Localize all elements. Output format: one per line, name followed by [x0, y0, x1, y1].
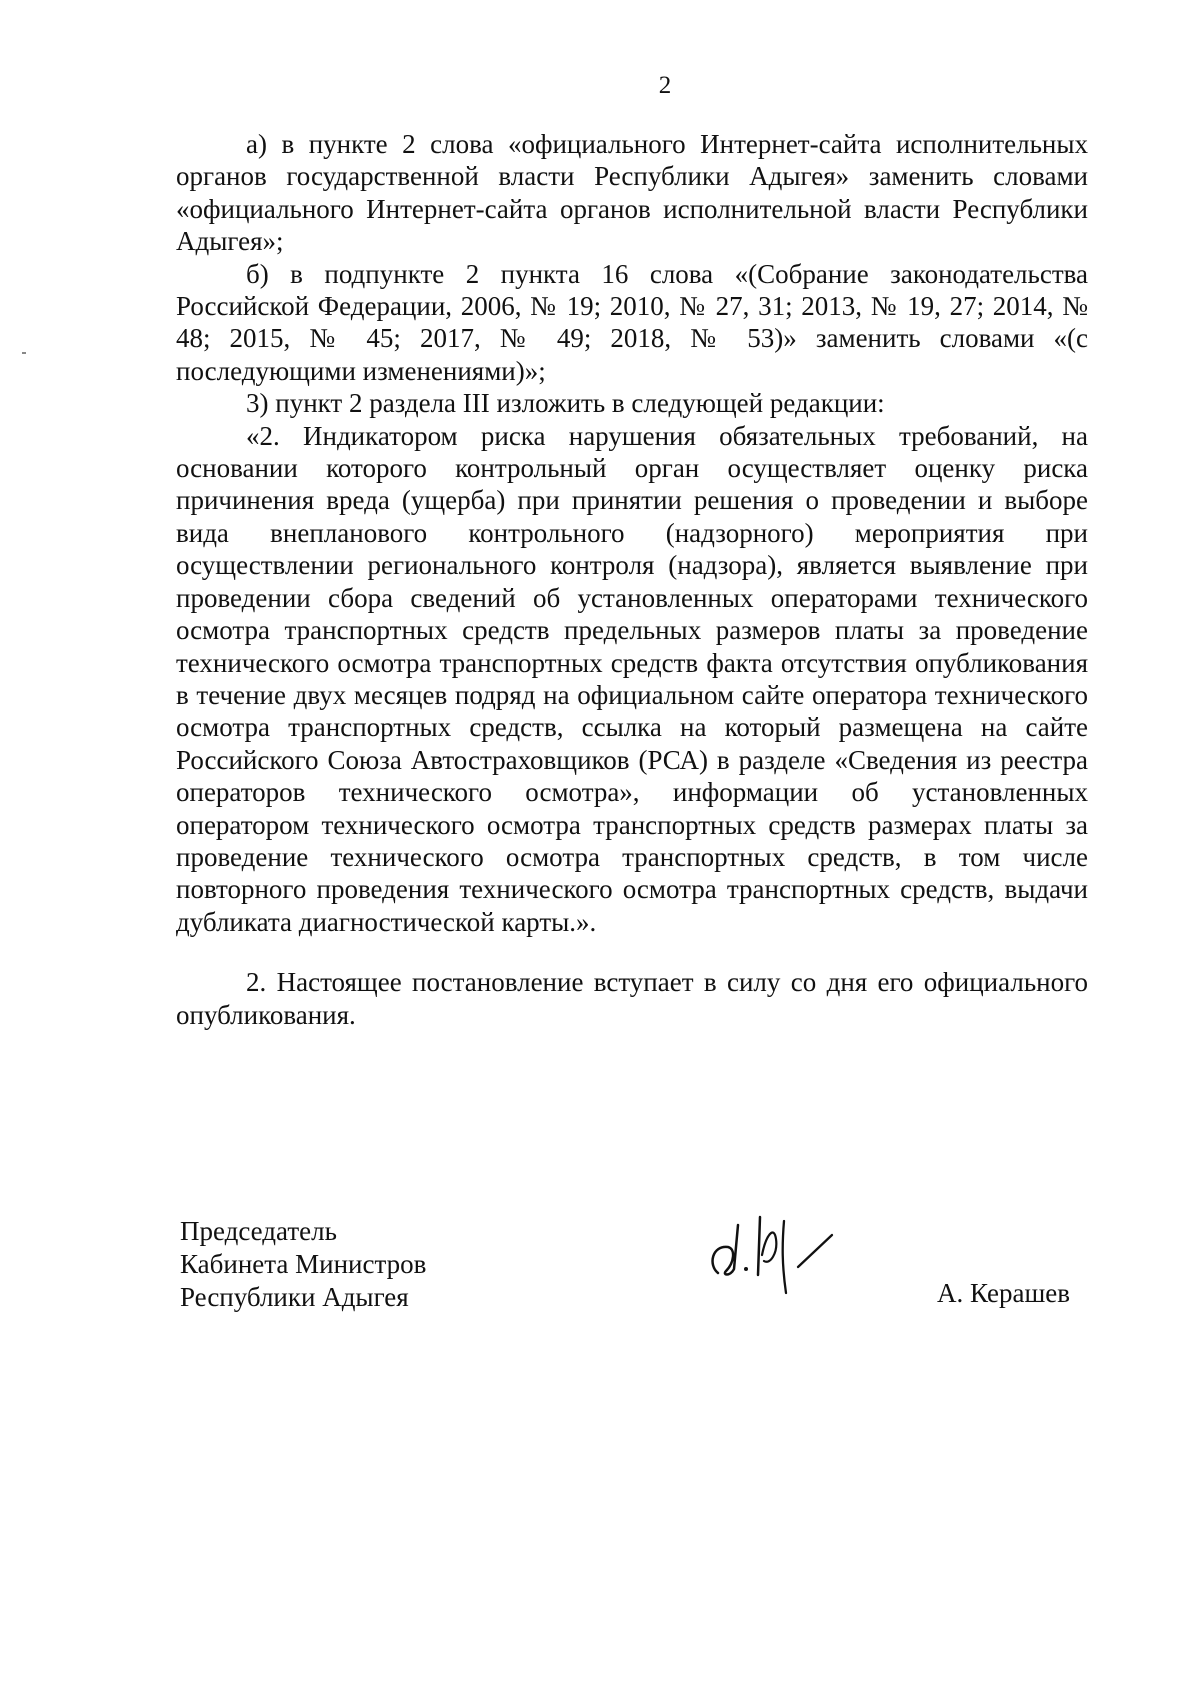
signatory-title-line: Председатель — [180, 1216, 337, 1246]
signatory-title-line: Республики Адыгея — [180, 1282, 409, 1312]
signatory-name: А. Керашев — [937, 1278, 1070, 1308]
paragraph-amendment-a: а) в пункте 2 слова «официального Интернет-сайта исполнительных органов государственной власти Республики Адыгея» заменить словами «официального Интернет-сайта органов исполнительной власти Республики Адыгея»; — [176, 129, 1088, 257]
paragraph-amendment-b: б) в подпункте 2 пункта 16 слова «(Собрание законодательства Российской Федерации, 2006, № 19; 2010, № 27, 31; 2013, № 19, 27; 2014, № 48; 2015, № 45; 2017, № 49; 2018, № 53)» заменить словами «(с последующими изменениями)»; — [176, 258, 1088, 386]
handwritten-signature — [700, 1195, 870, 1295]
signatory-title-line: Кабинета Министров — [180, 1249, 427, 1279]
paragraph-entry-into-force: 2. Настоящее постановление вступает в силу со дня его официального опубликования. — [176, 967, 1088, 1030]
scan-speck — [22, 352, 26, 354]
paragraph-section-3-intro: 3) пункт 2 раздела III изложить в следующей редакции: — [246, 388, 885, 419]
paragraph-risk-indicator: «2. Индикатором риска нарушения обязательных требований, на основании которого контрольный орган осуществляет оценку риска причинения вреда (ущерба) при принятии решения о проведении и выборе вида внепланового контрольного (надзорного) мероприятия при осуществлении регионального контроля (надзора), является выявление при проведении сбора сведений об установленных операторами технического осмотра транспортных средств предельных размеров платы за проведение технического осмотра транспортных средств факта отсутствия опубликования в течение двух месяцев подряд на официальном сайте оператора технического осмотра транспортных средств, ссылка на который размещена на сайте Российского Союза Автостраховщиков (РСА) в разделе «Сведения из реестра операторов технического осмотра», информации об установленных оператором технического осмотра транспортных средств размерах платы за проведение технического осмотра транспортных средств, в том числе повторного проведения технического осмотра транспортных средств, выдачи дубликата диагностической карты.». — [176, 420, 1088, 937]
document-body — [176, 128, 1088, 1031]
page-number: 2 — [658, 72, 672, 99]
signatory-title — [180, 1215, 426, 1314]
